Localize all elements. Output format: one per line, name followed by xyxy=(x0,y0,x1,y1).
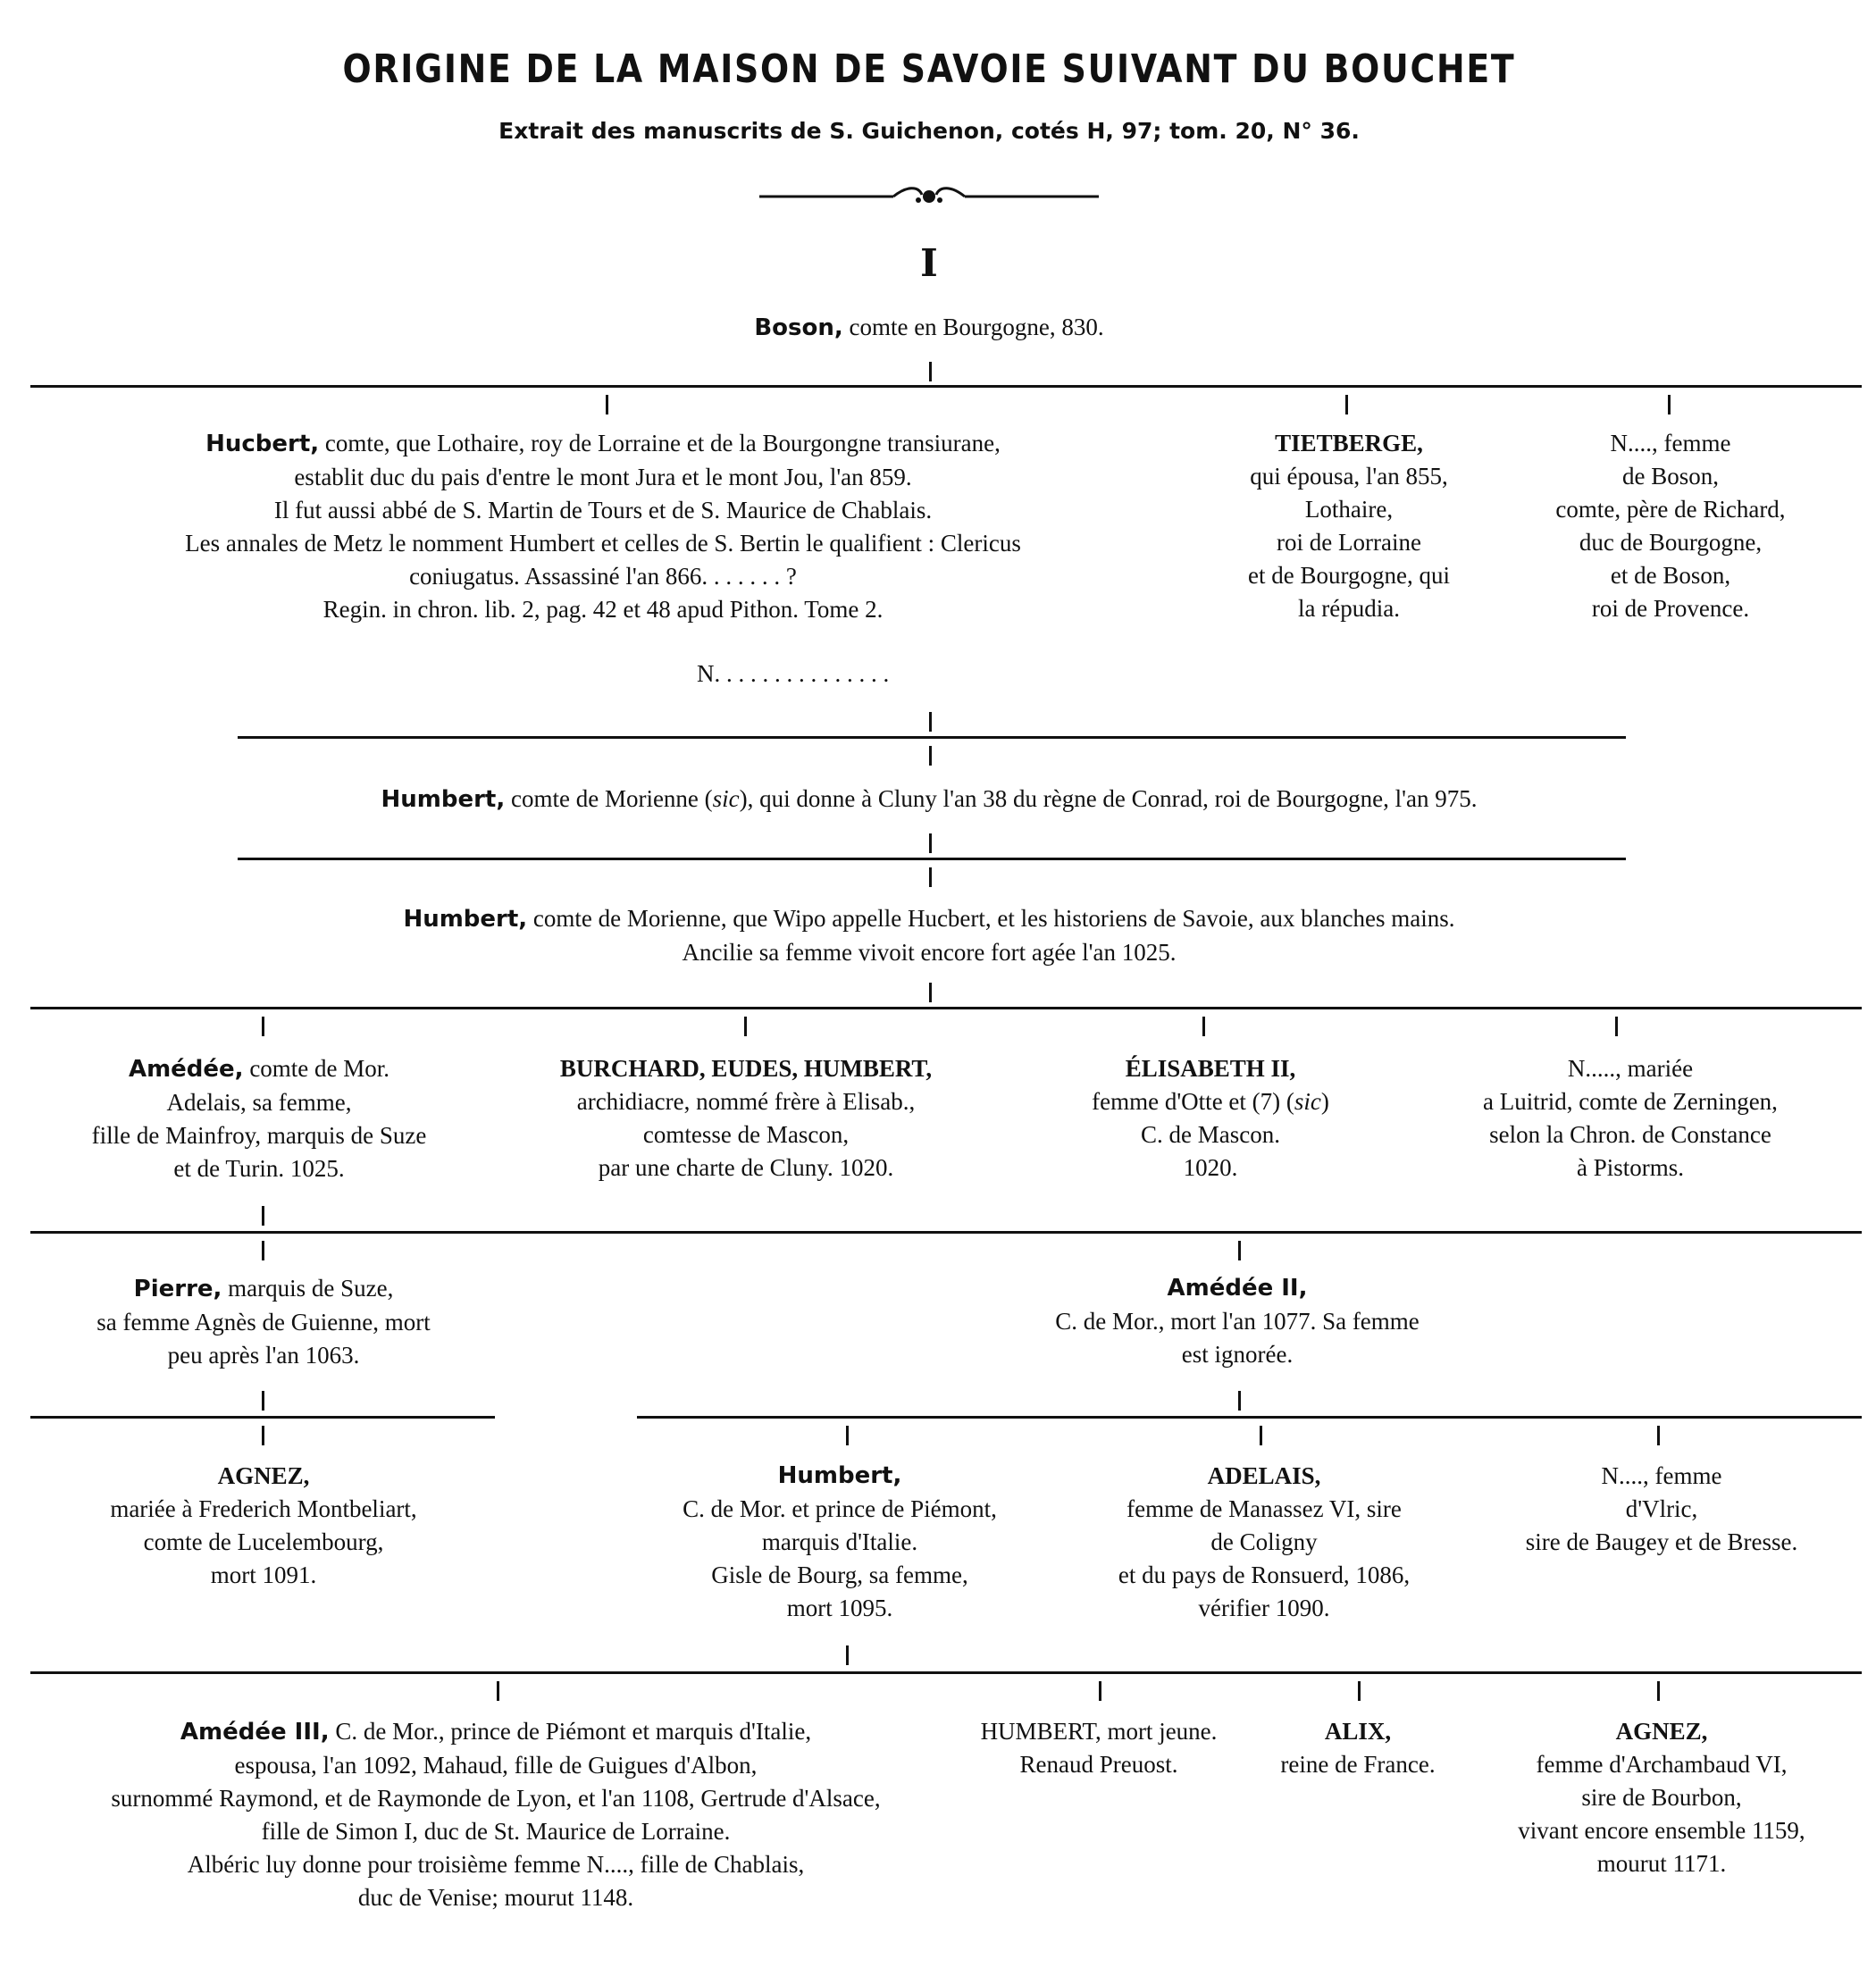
n-mariee-entry xyxy=(1420,1052,1840,1185)
humbert-jeune-line: Renaud Preuost. xyxy=(1019,1751,1178,1778)
agnez-name: AGNEZ, xyxy=(1615,1718,1708,1745)
humbert-line: Gisle de Bourg, sa femme, xyxy=(711,1562,968,1588)
family-line xyxy=(30,1416,495,1419)
amedee3-line1-text: C. de Mor., prince de Piémont et marquis d'Italie, xyxy=(329,1718,812,1745)
elisabeth-line2 xyxy=(1009,1085,1411,1118)
n-femme-line: sire de Baugey et de Bresse. xyxy=(1525,1528,1798,1555)
humbert-line: marquis d'Italie. xyxy=(761,1528,918,1555)
n-mariee-line: a Luitrid, comte de Zerningen, xyxy=(1483,1088,1778,1115)
n-femme-line: N...., femme xyxy=(1610,430,1731,456)
n-femme-vlric-entry xyxy=(1465,1460,1858,1559)
humbert-line: mort 1095. xyxy=(786,1595,893,1621)
elisabeth-line2-end: ) xyxy=(1320,1088,1329,1115)
amedee3-entry xyxy=(18,1715,974,1914)
humbert-line: C. de Mor. et prince de Piémont, xyxy=(683,1495,997,1522)
connector-tick xyxy=(606,395,608,414)
tietberge-line: roi de Lorraine xyxy=(1277,529,1421,556)
amedee3-name: Amédée III, xyxy=(180,1719,330,1746)
connector-tick xyxy=(929,746,932,766)
amedee-line1-text: comte de Mor. xyxy=(243,1055,390,1082)
n-mariee-line: à Pistorms. xyxy=(1576,1154,1684,1181)
elisabeth-line3: C. de Mascon. xyxy=(1141,1121,1280,1148)
amedee2-line2: C. de Mor., mort l'an 1077. Sa femme xyxy=(1055,1308,1420,1335)
connector-tick xyxy=(262,1391,264,1411)
humbert-jeune-line: HUMBERT, mort jeune. xyxy=(980,1718,1218,1745)
adelais-line: et du pays de Ronsuerd, 1086, xyxy=(1118,1562,1411,1588)
n-femme-line: N...., femme xyxy=(1601,1462,1722,1489)
family-line xyxy=(637,1416,1862,1419)
connector-tick xyxy=(1615,1017,1618,1036)
n-femme-line: de Boson, xyxy=(1622,463,1719,490)
boson-name: Boson, xyxy=(754,314,843,341)
hucbert-line1 xyxy=(36,427,1170,461)
connector-tick xyxy=(846,1426,849,1445)
family-line xyxy=(30,1671,1862,1674)
hucbert-name: Hucbert, xyxy=(205,431,320,457)
sic-annotation: sic xyxy=(712,785,740,812)
alix-line: reine de France. xyxy=(1280,1751,1436,1778)
burchard-names: BURCHARD, EUDES, HUMBERT, xyxy=(559,1055,933,1082)
connector-tick xyxy=(262,1426,264,1445)
humbert-name: Humbert, xyxy=(777,1462,902,1489)
amedee-name: Amédée, xyxy=(128,1056,244,1083)
amedee3-line: Albéric luy donne pour troisième femme N...., fille de Chablais, xyxy=(187,1851,805,1878)
connector-tick xyxy=(262,1206,264,1226)
connector-tick xyxy=(929,712,932,732)
connector-tick xyxy=(846,1645,849,1665)
pierre-line2: sa femme Agnès de Guienne, mort xyxy=(96,1309,431,1335)
amedee2-line3: est ignorée. xyxy=(1181,1341,1294,1368)
connector-tick xyxy=(1358,1681,1361,1701)
page-subtitle: Extrait des manuscrits de S. Guichenon, cotés H, 97; tom. 20, N° 36. xyxy=(498,118,1360,144)
connector-tick xyxy=(929,833,932,853)
elisabeth-entry xyxy=(1009,1052,1411,1185)
n-femme-line: roi de Provence. xyxy=(1591,595,1750,622)
hucbert-line5: coniugatus. Assassiné l'an 866. . . . . . . ? xyxy=(409,563,797,590)
humbert2-line1 xyxy=(0,902,1858,936)
agnez-line: vivant encore ensemble 1159, xyxy=(1518,1817,1805,1844)
burchard-line: archidiacre, nommé frère à Elisab., xyxy=(576,1088,916,1115)
agnez-name: AGNEZ, xyxy=(217,1462,310,1489)
family-line xyxy=(238,858,1626,860)
connector-tick xyxy=(929,867,932,887)
ornament-divider xyxy=(759,179,1099,214)
humbert2-line2: Ancilie sa femme vivoit encore fort agée l'an 1025. xyxy=(682,939,1177,966)
tietberge-name: TIETBERGE, xyxy=(1275,430,1423,456)
amedee-line4: et de Turin. 1025. xyxy=(173,1155,345,1182)
elisabeth-line2-text: femme d'Otte et (7) ( xyxy=(1092,1088,1294,1115)
amedee2-name: Amédée II, xyxy=(1167,1275,1308,1302)
amedee3-line: fille de Simon I, duc de St. Maurice de Lorraine. xyxy=(261,1818,731,1845)
humbert-morienne-975-entry xyxy=(0,783,1858,816)
connector-tick xyxy=(1657,1426,1660,1445)
family-line xyxy=(238,736,1626,739)
adelais-line: de Coligny xyxy=(1210,1528,1318,1555)
amedee3-line: surnommé Raymond, et de Raymonde de Lyon, et l'an 1108, Gertrude d'Alsace, xyxy=(111,1785,881,1812)
n-mariee-line: N....., mariée xyxy=(1567,1055,1694,1082)
burchard-line: par une charte de Cluny. 1020. xyxy=(598,1154,894,1181)
adelais-name: ADELAIS, xyxy=(1207,1462,1321,1489)
family-line xyxy=(30,1007,1862,1009)
family-line xyxy=(30,1231,1862,1234)
humbert-piemont-entry xyxy=(616,1460,1063,1625)
pierre-line3: peu après l'an 1063. xyxy=(167,1342,360,1369)
humbert-blanches-mains-entry xyxy=(0,902,1858,969)
amedee2-entry xyxy=(947,1272,1528,1371)
amedee-line1 xyxy=(18,1052,500,1086)
agnez-entry xyxy=(18,1460,509,1592)
humbert2-line1-text: comte de Morienne, que Wipo appelle Hucbert, et les historiens de Savoie, aux blanches mains. xyxy=(527,905,1455,932)
agnez-bourbon-entry xyxy=(1465,1715,1858,1880)
hucbert-line2: establit duc du pais d'entre le mont Jura et le mont Jou, l'an 859. xyxy=(294,464,912,490)
hucbert-line6: Regin. in chron. lib. 2, pag. 42 et 48 apud Pithon. Tome 2. xyxy=(322,596,884,623)
agnez-line: sire de Bourbon, xyxy=(1581,1784,1742,1811)
pierre-entry xyxy=(18,1272,509,1372)
n-femme-boson-entry xyxy=(1510,427,1831,625)
connector-tick xyxy=(1202,1017,1205,1036)
n-femme-line: duc de Bourgogne, xyxy=(1579,529,1763,556)
humbert-jeune-entry xyxy=(956,1715,1242,1781)
amedee3-line1 xyxy=(18,1715,974,1749)
n-femme-line: d'Vlric, xyxy=(1625,1495,1698,1522)
tietberge-line: qui épousa, l'an 855, xyxy=(1250,463,1448,490)
adelais-line: vérifier 1090. xyxy=(1198,1595,1330,1621)
humbert-name: Humbert, xyxy=(381,786,506,813)
connector-tick xyxy=(1345,395,1348,414)
agnez-line: mort 1091. xyxy=(210,1562,317,1588)
connector-tick xyxy=(1238,1241,1241,1260)
pierre-name: Pierre, xyxy=(133,1276,222,1302)
connector-tick xyxy=(1099,1681,1101,1701)
adelais-entry xyxy=(1063,1460,1465,1625)
burchard-line: comtesse de Mascon, xyxy=(642,1121,850,1148)
humbert-text: comte de Morienne ( xyxy=(505,785,713,812)
agnez-line: femme d'Archambaud VI, xyxy=(1536,1751,1788,1778)
connector-tick xyxy=(1668,395,1671,414)
hucbert-line1-text: comte, que Lothaire, roy de Lorraine et de la Bourgongne transiurane, xyxy=(319,430,1001,456)
tietberge-line: Lothaire, xyxy=(1304,496,1394,523)
alix-entry xyxy=(1246,1715,1470,1781)
tietberge-line: la répudia. xyxy=(1298,595,1400,622)
agnez-line: mariée à Frederich Montbeliart, xyxy=(110,1495,417,1522)
boson-text: comte en Bourgogne, 830. xyxy=(842,314,1104,340)
humbert-text: ), qui donne à Cluny l'an 38 du règne de Conrad, roi de Bourgogne, l'an 975. xyxy=(739,785,1478,812)
elisabeth-line4: 1020. xyxy=(1183,1154,1238,1181)
amedee3-line: duc de Venise; mourut 1148. xyxy=(357,1884,634,1911)
connector-tick xyxy=(497,1681,499,1701)
hucbert-line3: Il fut aussi abbé de S. Martin de Tours et de S. Maurice de Chablais. xyxy=(273,497,933,523)
amedee-entry xyxy=(18,1052,500,1185)
agnez-line: mourut 1171. xyxy=(1596,1850,1727,1877)
generation-numeral: I xyxy=(920,241,938,285)
connector-tick xyxy=(1238,1391,1241,1411)
elisabeth-name: ÉLISABETH II, xyxy=(1125,1055,1296,1082)
tietberge-line: et de Bourgogne, qui xyxy=(1248,562,1450,589)
n-femme-line: comte, père de Richard, xyxy=(1555,496,1786,523)
sic-annotation: sic xyxy=(1294,1088,1321,1115)
page-title: ORIGINE DE LA MAISON DE SAVOIE SUIVANT DU BOUCHET xyxy=(342,46,1516,92)
connector-tick xyxy=(1260,1426,1262,1445)
humbert2-name: Humbert, xyxy=(403,906,528,933)
n-mariee-line: selon la Chron. de Constance xyxy=(1489,1121,1771,1148)
amedee3-line: espousa, l'an 1092, Mahaud, fille de Guigues d'Albon, xyxy=(234,1752,758,1779)
hucbert-entry xyxy=(36,427,1170,626)
connector-tick xyxy=(262,1017,264,1036)
n-dots-text: N. . . . . . . . . . . . . . . xyxy=(697,660,890,687)
boson-entry xyxy=(0,311,1858,345)
connector-tick xyxy=(1657,1681,1660,1701)
pierre-line1-text: marquis de Suze, xyxy=(222,1275,394,1302)
connector-tick xyxy=(929,983,932,1002)
adelais-line: femme de Manassez VI, sire xyxy=(1126,1495,1402,1522)
connector-tick xyxy=(929,362,932,381)
hucbert-line4: Les annales de Metz le nomment Humbert et celles de S. Bertin le qualifient : Clericus xyxy=(185,530,1021,557)
agnez-line: comte de Lucelembourg, xyxy=(143,1528,384,1555)
connector-tick xyxy=(744,1017,747,1036)
n-femme-line: et de Boson, xyxy=(1610,562,1731,589)
alix-name: ALIX, xyxy=(1324,1718,1392,1745)
n-unknown-entry xyxy=(697,657,1197,691)
tietberge-entry xyxy=(1188,427,1510,625)
amedee-line2: Adelais, sa femme, xyxy=(166,1089,352,1116)
pierre-line1 xyxy=(18,1272,509,1306)
amedee-line3: fille de Mainfroy, marquis de Suze xyxy=(91,1122,427,1149)
burchard-entry xyxy=(509,1052,983,1185)
connector-tick xyxy=(262,1241,264,1260)
family-line xyxy=(30,385,1862,388)
